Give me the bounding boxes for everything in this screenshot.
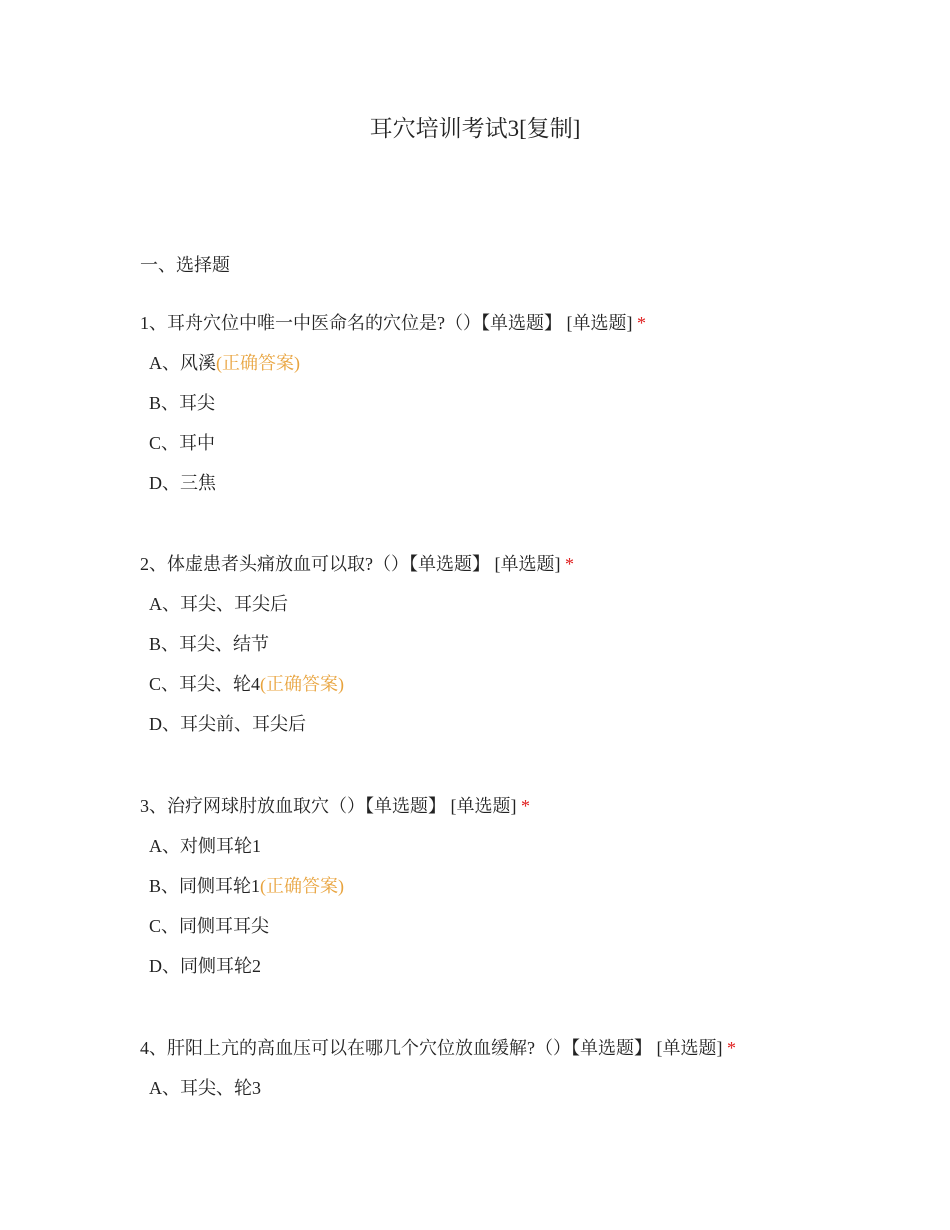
- question-1: [140, 312, 920, 512]
- option-b[interactable]: [140, 875, 920, 915]
- option-c[interactable]: [140, 915, 920, 955]
- question-label: 1、耳舟穴位中唯一中医命名的穴位是?（）【单选题】 [单选题]: [140, 313, 633, 333]
- option-label: A、风溪: [149, 353, 216, 373]
- question-label: 2、体虚患者头痛放血可以取?（）【单选题】 [单选题]: [140, 554, 561, 574]
- option-label: A、耳尖、耳尖后: [149, 594, 288, 614]
- options-list: [140, 835, 920, 995]
- correct-answer-badge: (正确答案): [260, 876, 345, 896]
- option-a[interactable]: [140, 1077, 920, 1117]
- option-c[interactable]: [140, 432, 920, 472]
- correct-answer-badge: (正确答案): [216, 353, 300, 373]
- option-a[interactable]: [140, 352, 920, 392]
- option-d[interactable]: [140, 713, 920, 753]
- required-marker: *: [636, 313, 646, 333]
- options-list: [140, 593, 920, 753]
- option-label: C、耳中: [149, 433, 216, 453]
- option-b[interactable]: [140, 633, 920, 673]
- option-label: B、耳尖、结节: [149, 634, 270, 654]
- option-label: D、同侧耳轮2: [149, 956, 261, 976]
- option-a[interactable]: [140, 593, 920, 633]
- options-list: [140, 352, 920, 512]
- question-4: [140, 1037, 920, 1117]
- option-d[interactable]: [140, 955, 920, 995]
- question-label: 4、肝阳上亢的高血压可以在哪几个穴位放血缓解?（）【单选题】 [单选题]: [140, 1038, 723, 1058]
- option-a[interactable]: [140, 835, 920, 875]
- question-text: [140, 1037, 920, 1059]
- required-marker: *: [726, 1038, 736, 1058]
- option-label: D、三焦: [149, 473, 216, 493]
- option-c[interactable]: [140, 673, 920, 713]
- option-label: A、对侧耳轮1: [149, 836, 261, 856]
- option-b[interactable]: [140, 392, 920, 432]
- option-label: D、耳尖前、耳尖后: [149, 714, 306, 734]
- question-3: [140, 795, 920, 995]
- options-list: [140, 1077, 920, 1117]
- question-text: [140, 795, 920, 817]
- option-label: C、耳尖、轮4: [149, 674, 261, 694]
- question-text: [140, 553, 920, 575]
- question-text: [140, 312, 920, 334]
- option-label: C、同侧耳耳尖: [149, 916, 270, 936]
- correct-answer-badge: (正确答案): [260, 674, 345, 694]
- required-marker: *: [521, 796, 530, 816]
- required-marker: *: [564, 554, 574, 574]
- section-heading: 一、选择题: [140, 255, 230, 275]
- option-label: B、耳尖: [149, 393, 216, 413]
- question-2: [140, 553, 920, 753]
- page-title: 耳穴培训考试3[复制]: [369, 116, 581, 141]
- option-d[interactable]: [140, 472, 920, 512]
- option-label: B、同侧耳轮1: [149, 876, 261, 896]
- option-label: A、耳尖、轮3: [149, 1078, 261, 1098]
- question-label: 3、治疗网球肘放血取穴（）【单选题】 [单选题]: [140, 796, 517, 816]
